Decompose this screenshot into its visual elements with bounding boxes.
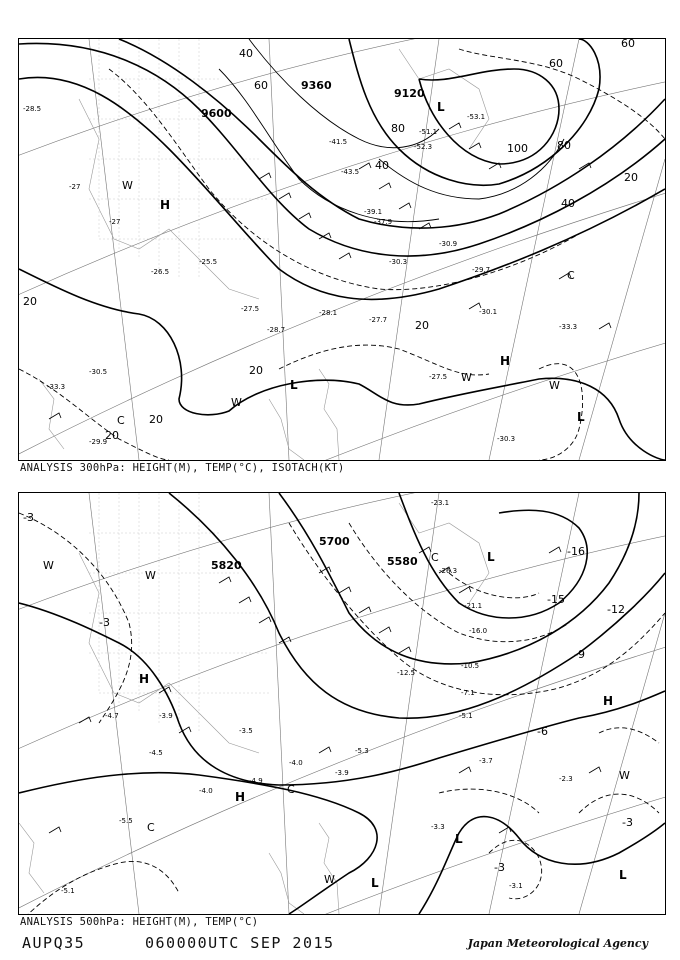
isotachs xyxy=(19,49,665,460)
station-temp: -23.1 xyxy=(431,499,450,507)
station-temp: -2.3 xyxy=(559,775,573,783)
temp-label: -3 xyxy=(622,816,633,829)
station-temp: -5.5 xyxy=(119,817,133,825)
agency-name: Japan Meteorological Agency xyxy=(467,937,648,950)
temp-label: -3 xyxy=(494,861,505,874)
low-center: L xyxy=(487,550,495,564)
station-temp: -52.3 xyxy=(414,143,433,151)
station-temp: -5.1 xyxy=(61,887,75,895)
station-temp: -26.5 xyxy=(151,268,170,276)
station-temp: -4.9 xyxy=(249,777,263,785)
cold-center: C xyxy=(431,551,439,564)
low-center: L xyxy=(455,832,463,846)
isotach-label: 80 xyxy=(391,122,405,135)
station-temp: -28.7 xyxy=(267,326,286,334)
map-300hpa-canvas xyxy=(19,39,665,460)
cold-center: C xyxy=(147,821,155,834)
station-temp: -5.1 xyxy=(459,712,473,720)
graticule xyxy=(19,39,665,460)
coastlines xyxy=(19,503,489,914)
temp-label: -16 xyxy=(567,545,585,558)
high-center: H xyxy=(139,672,150,686)
low-center: L xyxy=(437,100,445,114)
station-temp: -21.1 xyxy=(464,602,483,610)
station-temp: -3.3 xyxy=(431,823,445,831)
station-temp: -51.1 xyxy=(419,128,438,136)
station-temp: -3.1 xyxy=(509,882,523,890)
cold-center: C xyxy=(287,783,295,796)
cold-center: C xyxy=(117,414,125,427)
high-center: H xyxy=(160,198,171,212)
isotach-label: 40 xyxy=(239,47,253,60)
temp-label: -6 xyxy=(537,725,548,738)
isotach-label: 60 xyxy=(621,39,635,50)
chart-code: AUPQ35 xyxy=(22,934,86,952)
station-temp: -28.1 xyxy=(319,309,338,317)
cold-center: C xyxy=(567,269,575,282)
station-temp: -10.5 xyxy=(461,662,480,670)
station-temp: -25.5 xyxy=(199,258,218,266)
station-temp: -39.1 xyxy=(364,208,383,216)
caption-300hpa: ANALYSIS 300hPa: HEIGHT(M), TEMP(°C), ISOTACH(KT) xyxy=(20,462,345,474)
isotach-label: 20 xyxy=(149,413,163,426)
station-temp: -37.9 xyxy=(374,218,393,226)
coastlines xyxy=(39,49,489,460)
station-temp: -30.9 xyxy=(439,240,458,248)
station-temps xyxy=(61,499,573,895)
high-center: H xyxy=(235,790,246,804)
station-temp: -30.1 xyxy=(479,308,498,316)
warm-center: W xyxy=(619,769,630,782)
station-temp: -30.3 xyxy=(389,258,408,266)
map-500hpa-canvas xyxy=(19,493,665,914)
warm-center: W xyxy=(231,396,242,409)
isotach-label: 20 xyxy=(105,429,119,442)
map-500hpa xyxy=(18,492,666,915)
temp-label: -3 xyxy=(23,511,34,524)
caption-500hpa: ANALYSIS 500hPa: HEIGHT(M), TEMP(°C) xyxy=(20,916,259,928)
isotach-label: 20 xyxy=(249,364,263,377)
low-center: L xyxy=(577,410,585,424)
station-temp: -29.7 xyxy=(472,266,491,274)
height-label: 5820 xyxy=(211,559,242,572)
high-center: H xyxy=(603,694,614,708)
station-temp: -3.9 xyxy=(159,712,173,720)
station-temp: -53.1 xyxy=(467,113,486,121)
height-contours xyxy=(19,39,665,460)
height-label: 9600 xyxy=(201,107,232,120)
temp-label: -9 xyxy=(574,648,585,661)
low-center: L xyxy=(371,876,379,890)
station-temp: -5.3 xyxy=(355,747,369,755)
height-label: 9360 xyxy=(301,79,332,92)
warm-center: W xyxy=(549,379,560,392)
station-temp: -27 xyxy=(109,218,121,226)
warm-center: W xyxy=(461,371,472,384)
station-temp: -27.5 xyxy=(241,305,260,313)
station-temp: -4.7 xyxy=(105,712,119,720)
station-temp: -12.5 xyxy=(397,669,416,677)
wind-barbs xyxy=(49,547,601,833)
station-temp: -29.9 xyxy=(89,438,108,446)
isotach-label: 40 xyxy=(375,159,389,172)
station-temp: -3.9 xyxy=(335,769,349,777)
station-temp: -27 xyxy=(69,183,81,191)
station-temp: -33.3 xyxy=(47,383,66,391)
chart-valid-time: 060000UTC SEP 2015 xyxy=(145,934,335,952)
isotach-label: 100 xyxy=(507,142,528,155)
isotach-label: 40 xyxy=(561,197,575,210)
isotach-label: 20 xyxy=(23,295,37,308)
isotach-label: 60 xyxy=(254,79,268,92)
station-temps xyxy=(23,105,577,446)
station-temp: -27.5 xyxy=(429,373,448,381)
height-label: 5700 xyxy=(319,535,350,548)
station-temp: -33.3 xyxy=(559,323,578,331)
station-temp: -30.3 xyxy=(497,435,516,443)
station-temp: -41.5 xyxy=(329,138,348,146)
height-label: 9120 xyxy=(394,87,425,100)
isotach-label: 80 xyxy=(557,139,571,152)
map-300hpa xyxy=(18,38,666,461)
station-temp: -27.7 xyxy=(369,316,388,324)
wind-barbs xyxy=(49,123,611,419)
station-temp: -28.5 xyxy=(23,105,42,113)
warm-center: W xyxy=(43,559,54,572)
temp-label: -3 xyxy=(99,616,110,629)
height-label: 5580 xyxy=(387,555,418,568)
station-temp: -7.1 xyxy=(461,689,475,697)
station-temp: -3.7 xyxy=(479,757,493,765)
station-temp: -4.0 xyxy=(199,787,213,795)
low-center: L xyxy=(619,868,627,882)
isotach-label: 20 xyxy=(415,319,429,332)
station-temp: -26.3 xyxy=(439,567,458,575)
station-temp: -43.5 xyxy=(341,168,360,176)
station-temp: -16.0 xyxy=(469,627,488,635)
warm-center: W xyxy=(145,569,156,582)
warm-center: W xyxy=(324,873,335,886)
station-temp: -3.5 xyxy=(239,727,253,735)
station-temp: -4.0 xyxy=(289,759,303,767)
station-temp: -30.5 xyxy=(89,368,108,376)
station-temp: -4.5 xyxy=(149,749,163,757)
isotach-label: 60 xyxy=(549,57,563,70)
warm-center: W xyxy=(122,179,133,192)
temp-label: -12 xyxy=(607,603,625,616)
high-center: H xyxy=(500,354,511,368)
low-center: L xyxy=(290,378,298,392)
isotach-label: 20 xyxy=(624,171,638,184)
temp-label: -15 xyxy=(547,593,565,606)
data-grid xyxy=(89,493,269,733)
